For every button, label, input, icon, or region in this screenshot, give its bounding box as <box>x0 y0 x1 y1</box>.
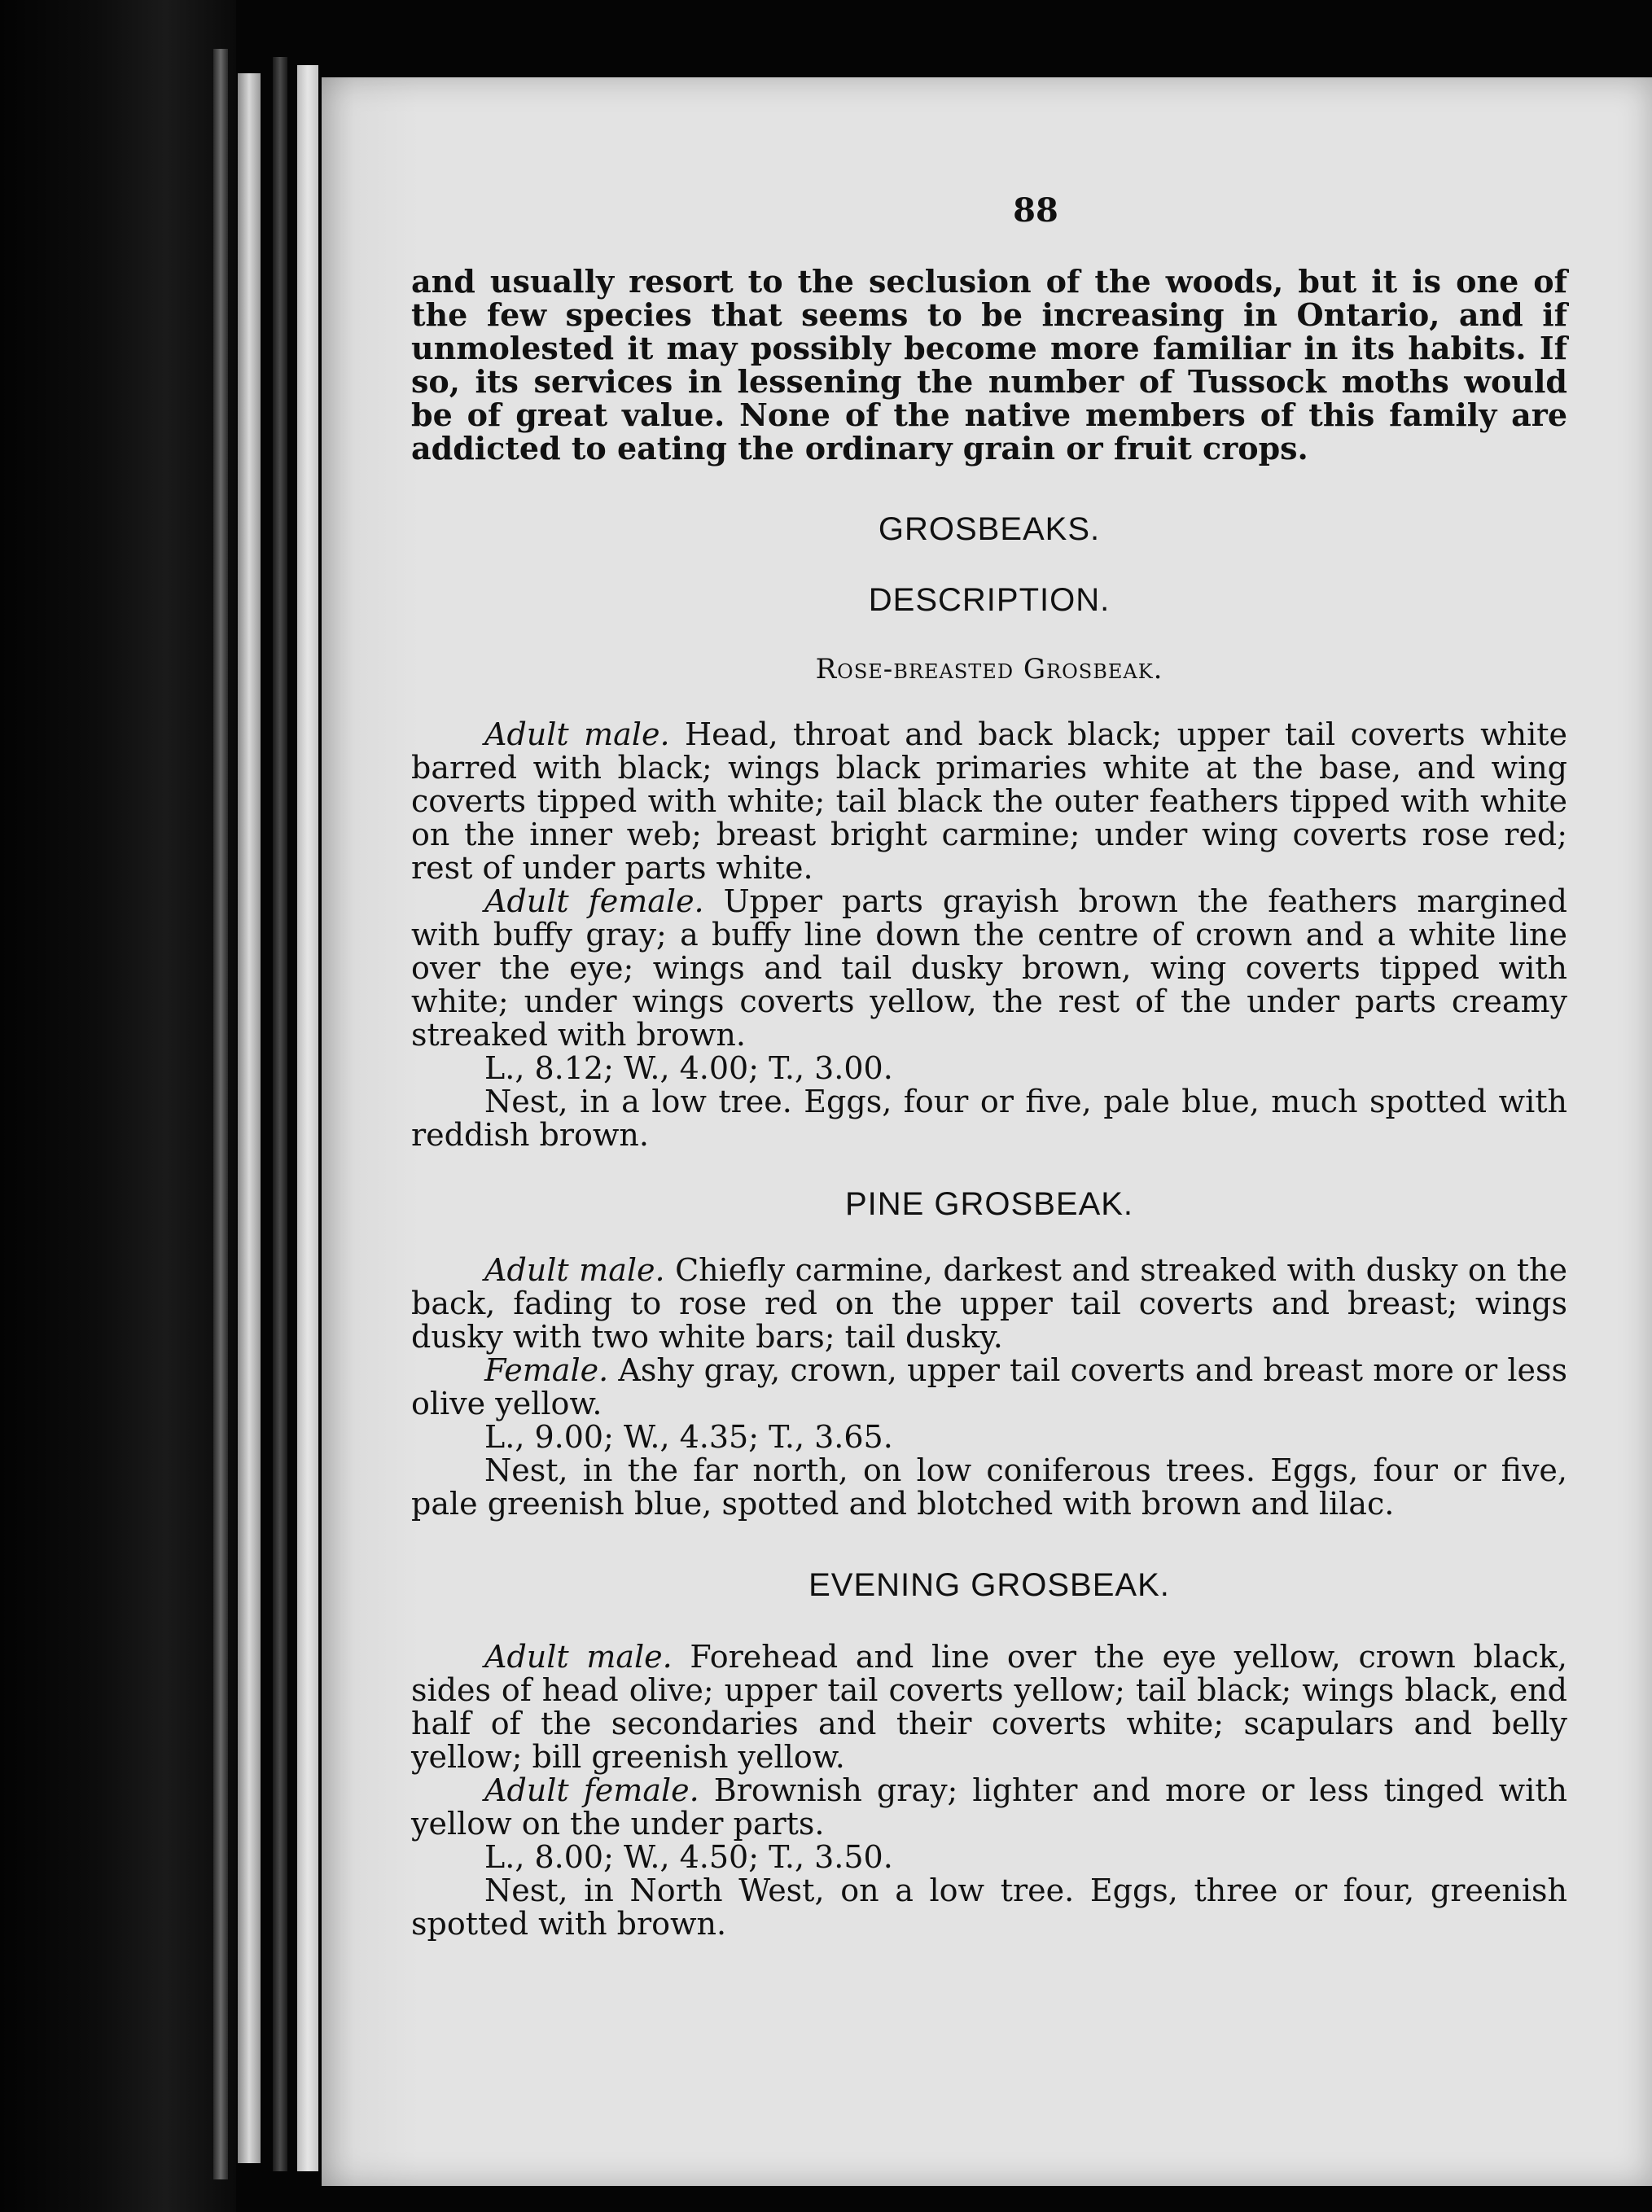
species-title-pine: PINE GROSBEAK. <box>844 1186 1134 1222</box>
rose-breasted-title-block <box>411 653 1567 686</box>
rose-measurements: L., 8.12; W., 4.00; T., 3.00. <box>484 1050 893 1086</box>
evening-title-block <box>411 1567 1567 1604</box>
section-subheading-block <box>411 582 1567 619</box>
rose-nest: Nest, in a low tree. Eggs, four or five, pale blue, much spotted with reddish brown. <box>411 1084 1567 1153</box>
page-edge-strip <box>238 73 261 2163</box>
evening-description <box>411 1640 1567 1941</box>
page-edge-strip <box>297 65 318 2171</box>
pine-nest: Nest, in the far north, on low coniferous trees. Eggs, four or five, pale greenish blue, spotted and blotched with brown and lilac. <box>411 1452 1567 1522</box>
evening-female-paragraph <box>411 1774 1567 1841</box>
rose-female-text: Upper parts grayish brown the feathers margined with buffy gray; a buffy line down the centre of crown and a white line over the eye; wings and tail dusky brown, wing coverts tipped with white; under wings coverts yellow, the rest of the under parts creamy streaked with brown. <box>411 883 1567 1053</box>
page-number: 88 <box>1013 191 1058 230</box>
page-edge-strip <box>273 57 287 2171</box>
evening-female-lead: Adult female. <box>484 1772 699 1808</box>
pine-measurements: L., 9.00; W., 4.35; T., 3.65. <box>484 1419 893 1455</box>
evening-male-lead: Adult male. <box>484 1639 673 1675</box>
book-spine-shadow <box>0 0 236 2212</box>
species-title-rose-breasted: Rose-breasted Grosbeak. <box>815 653 1163 686</box>
pine-title-block <box>411 1186 1567 1223</box>
pine-male-text: Chiefly carmine, darkest and streaked with dusky on the back, fading to rose red on the upper tail coverts and breast; wings dusky with two white bars; tail dusky. <box>411 1252 1568 1355</box>
rose-male-lead: Adult male. <box>484 716 670 752</box>
intro-block <box>411 265 1567 465</box>
rose-male-paragraph <box>411 718 1567 885</box>
pine-female-paragraph <box>411 1354 1567 1421</box>
pine-male-lead: Adult male. <box>484 1252 665 1288</box>
pine-male-paragraph <box>411 1254 1567 1354</box>
species-title-evening: EVENING GROSBEAK. <box>808 1567 1170 1603</box>
rose-female-paragraph <box>411 885 1567 1052</box>
rose-female-lead: Adult female. <box>484 883 704 919</box>
section-heading-block <box>411 511 1567 548</box>
evening-measurements: L., 8.00; W., 4.50; T., 3.50. <box>484 1839 893 1875</box>
section-subtitle: DESCRIPTION. <box>868 582 1111 618</box>
evening-male-text: Forehead and line over the eye yellow, crown black, sides of head olive; upper tail coverts yellow; tail black; wings black, end half of the secondaries and their coverts white; scapulars and belly yellow; bill greenish yellow. <box>411 1639 1567 1775</box>
rose-male-text: Head, throat and back black; upper tail coverts white barred with black; wings black primaries white at the base, and wing coverts tipped with white; tail black the outer feathers tipped with white on the inner web; breast bright carmine; under wing coverts rose red; rest of under parts white. <box>411 716 1567 886</box>
book-page <box>322 77 1652 2186</box>
rose-breasted-description <box>411 718 1567 1152</box>
page-edge-strip <box>213 49 228 2179</box>
evening-female-text: Brownish gray; lighter and more or less tinged with yellow on the under parts. <box>411 1772 1567 1842</box>
pine-female-text: Ashy gray, crown, upper tail coverts and breast more or less olive yellow. <box>411 1352 1567 1421</box>
intro-paragraph: and usually resort to the seclusion of the woods, but it is one of the few species that seems to be increasing in Ontario, and if unmolested it may possibly become more familiar in its habits. If so, its services in lessening the number of Tussock moths would be of great value. None of the native members of this family are addicted to eating the ordinary grain or fruit crops. <box>411 263 1567 466</box>
section-title: GROSBEAKS. <box>878 511 1101 547</box>
evening-male-paragraph <box>411 1640 1567 1774</box>
pine-description <box>411 1254 1567 1521</box>
pine-female-lead: Female. <box>484 1352 609 1388</box>
evening-nest: Nest, in North West, on a low tree. Eggs, three or four, greenish spotted with brown. <box>411 1873 1567 1942</box>
